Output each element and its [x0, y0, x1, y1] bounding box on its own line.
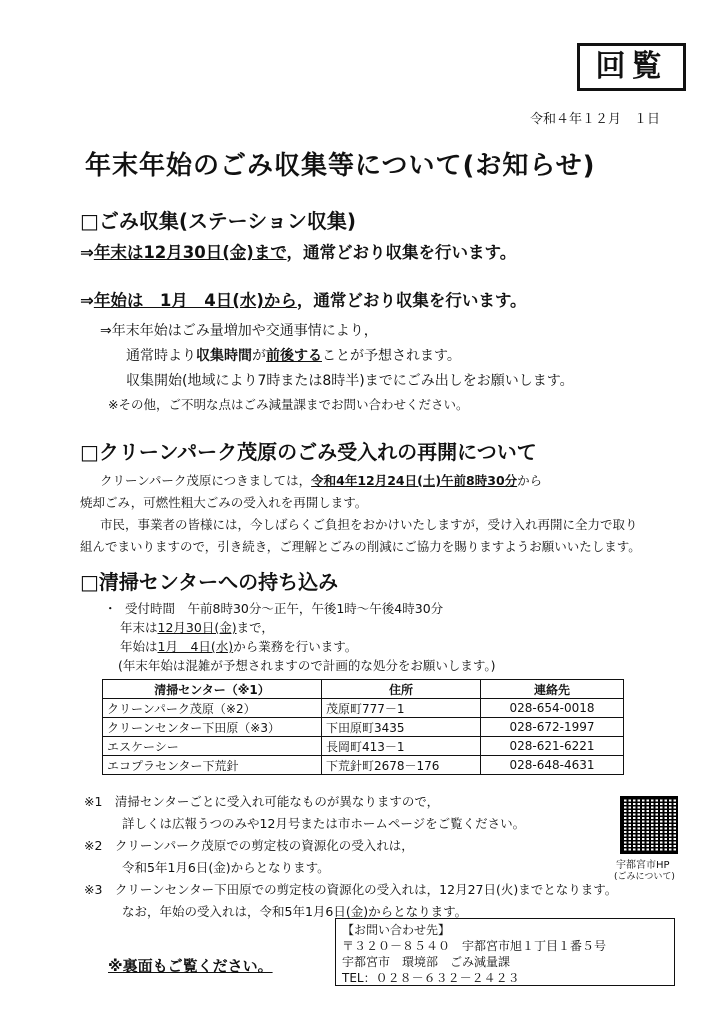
apology-line-2: 組んでまいりますので，引き続き，ご理解とごみの削減にご協力を賜りますようお願いいたします。 [80, 539, 641, 554]
text-bold: 収集時間 [196, 348, 252, 364]
text: 年末は [120, 620, 158, 635]
text: から業務を行います。 [233, 639, 358, 654]
section-clean-park-heading: □クリーンパーク茂原のごみ受入れの再開について [80, 440, 537, 464]
time-change-note [126, 345, 461, 365]
table-cell: クリーンパーク茂原（※2） [103, 699, 322, 718]
footnote-3b: なお，年始の受入れは，令和5年1月6日(金)からとなります。 [122, 904, 468, 919]
contact-department: 宇都宮市 環境部 ごみ減量課 [342, 955, 511, 969]
date: 1月 4日(水) [157, 639, 234, 654]
cleaning-center-table [102, 679, 624, 775]
table-header: 清掃センター（※1） [103, 680, 322, 699]
traffic-note: ⇒年末年始はごみ量増加や交通事情により， [100, 323, 378, 339]
see-back-note: ※裏面もご覧ください。 [108, 957, 273, 975]
table-row [103, 756, 624, 775]
text: から [517, 473, 543, 488]
section-garbage-collection-heading: □ごみ収集(ステーション収集) [80, 209, 356, 233]
table-row [103, 699, 624, 718]
text-bold-underline: 前後する [266, 348, 322, 364]
table-row [103, 737, 624, 756]
table-cell: エコプラセンター下荒針 [103, 756, 322, 775]
congestion-note: (年末年始は混雑が予想されますので計画的な処分をお願いします。) [118, 658, 496, 673]
qr-code-icon[interactable] [620, 796, 678, 854]
text: 通常時より [126, 348, 196, 364]
table-cell: 下荒針町2678－176 [322, 756, 481, 775]
reception-hours: 受付時間 午前8時30分～正午，午後1時～午後4時30分 [125, 601, 444, 616]
qr-sublabel: (ごみについて) [614, 872, 675, 882]
year-end-text: ，通常どおり収集を行います。 [286, 243, 517, 262]
kairan-stamp: 回覧 [577, 43, 686, 91]
footnote-2a: ※2 クリーンパーク茂原での剪定枝の資源化の受入れは， [84, 838, 414, 853]
footnote-3a: ※3 クリーンセンター下田原での剪定枝の資源化の受入れは，12月27日(火)までとなります。 [84, 882, 618, 897]
new-year-schedule [80, 287, 527, 311]
section-cleaning-center-heading: □清掃センターへの持ち込み [80, 570, 339, 594]
table-cell: エスケーシー [103, 737, 322, 756]
bullet: ・ [104, 601, 117, 616]
contact-box [335, 918, 675, 986]
text: が [252, 348, 266, 364]
reopen-line [100, 471, 542, 489]
arrow: ⇒ [80, 291, 94, 310]
table-cell: クリーンセンター下田原（※3） [103, 718, 322, 737]
table-header: 住所 [322, 680, 481, 699]
year-end-schedule [80, 239, 516, 263]
page-title: 年末年始のごみ収集等について(お知らせ) [85, 151, 596, 181]
qr-label: 宇都宮市HP [616, 860, 670, 871]
year-end-date: 年末は12月30日(金)まで [93, 243, 287, 262]
reopen-datetime: 令和4年12月24日(土)午前8時30分 [311, 473, 518, 488]
reopen-scope: 焼却ごみ，可燃性粗大ごみの受入れを再開します。 [80, 495, 368, 510]
contact-title: 【お問い合わせ先】 [342, 923, 451, 937]
table-cell: 028-621-6221 [481, 737, 624, 756]
footnote-1a: ※1 清掃センターごとに受入れ可能なものが異なりますので， [84, 794, 440, 809]
table-cell: 長岡町413－1 [322, 737, 481, 756]
new-year-text: ，通常どおり収集を行います。 [296, 291, 527, 310]
dropoff-request: 収集開始(地域により7時または8時半)までにごみ出しをお願いします。 [126, 373, 574, 389]
table-cell: 茂原町777－1 [322, 699, 481, 718]
apology-line-1: 市民，事業者の皆様には，今しばらくご負担をおかけいたしますが，受け入れ再開に全力で取り [100, 517, 638, 532]
issue-date: 令和４年１２月 １日 [530, 112, 661, 127]
contact-phone: TEL：０２８－６３２－２４２３ [342, 971, 520, 985]
table-row [103, 718, 624, 737]
table-cell: 028-672-1997 [481, 718, 624, 737]
table-cell: 下田原町3435 [322, 718, 481, 737]
table-header-row [103, 680, 624, 699]
text: 年始は [120, 639, 158, 654]
new-year-reception [120, 637, 357, 655]
year-end-reception [120, 618, 274, 636]
footnote-2b: 令和5年1月6日(金)からとなります。 [122, 860, 330, 875]
footnote-1b: 詳しくは広報うつのみや12月号または市ホームページをご覧ください。 [122, 816, 526, 831]
contact-address: 〒３２０－８５４０ 宇都宮市旭１丁目１番５号 [342, 939, 607, 953]
text: ことが予想されます。 [322, 348, 461, 364]
date: 12月30日(金) [157, 620, 237, 635]
text: まで， [236, 620, 274, 635]
arrow: ⇒ [80, 243, 94, 262]
inquiry-note: ※その他，ご不明な点はごみ減量課までお問い合わせください。 [108, 397, 469, 412]
table-cell: 028-654-0018 [481, 699, 624, 718]
text: クリーンパーク茂原につきましては， [100, 473, 312, 488]
new-year-date: 年始は 1月 4日(水)から [93, 291, 297, 310]
table-header: 連絡先 [481, 680, 624, 699]
table-cell: 028-648-4631 [481, 756, 624, 775]
